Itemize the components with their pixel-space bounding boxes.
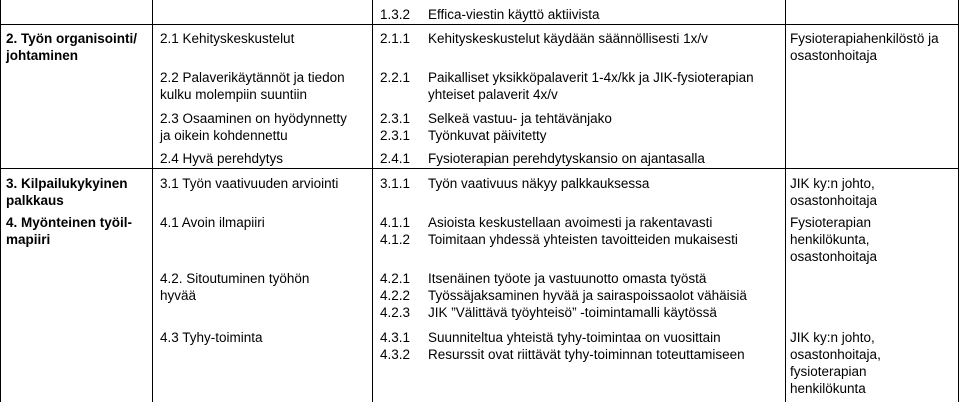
subtopic: hyvää [160,288,197,303]
item-text: Suunniteltua yhteistä tyhy-toimintaa on vuosittain [428,330,721,345]
grid-line [0,24,959,25]
responsible: Fysioterapian [790,215,872,230]
subtopic: ja oikein kohdennettu [160,128,288,143]
item-code: 2.4.1 [380,151,411,166]
item-text: Työssäjaksaminen hyvää ja sairaspoissaolot vähäisiä [428,288,747,303]
subtopic: 4.1 Avoin ilmapiiri [160,215,265,230]
subtopic: 2.2 Palaverikäytännöt ja tiedon [160,70,345,85]
grid-line [785,0,786,402]
grid-line [372,0,373,402]
item-text: Asioista keskustellaan avoimesti ja rakentavasti [428,215,713,230]
responsible: osastonhoitaja [790,48,878,63]
subtopic: 3.1 Työn vaativuuden arviointi [160,176,339,191]
item-text: Effica-viestin käyttö aktiivista [428,7,600,22]
item-code: 4.1.2 [380,232,411,247]
item-code: 4.2.3 [380,305,411,320]
item-text: yhteiset palaverit 4x/v [428,87,558,102]
responsible: osastonhoitaja, [790,347,881,362]
section-title: 2. Työn organisointi/ [6,31,138,46]
item-text: JIK ”Välittävä työyhteisö” -toimintamalli käytössä [428,305,717,320]
responsible: henkilökunta [790,381,866,396]
item-code: 3.1.1 [380,176,411,191]
subtopic: 4.3 Tyhy-toiminta [160,330,263,345]
item-text: Paikalliset yksikköpalaverit 1-4x/kk ja JIK-fysioterapian [428,70,754,85]
item-text: Resurssit ovat riittävät tyhy-toiminnan toteuttamiseen [428,347,745,362]
grid-line [152,0,153,402]
item-text: Kehityskeskustelut käydään säännöllisesti 1x/v [428,31,708,46]
item-text: Selkeä vastuu- ja tehtävänjako [428,111,612,126]
item-text: Itsenäinen työote ja vastuunotto omasta työstä [428,271,707,286]
grid-line [958,0,959,402]
grid-line [0,168,959,169]
responsible: fysioterapian [790,364,867,379]
item-text: Fysioterapian perehdytyskansio on ajantasalla [428,151,705,166]
item-text: Toimitaan yhdessä yhteisten tavoitteiden mukaisesti [428,232,738,247]
item-code: 4.3.1 [380,330,411,345]
subtopic: 2.4 Hyvä perehdytys [160,151,284,166]
item-code: 2.2.1 [380,70,411,85]
item-code: 4.3.2 [380,347,411,362]
subtopic: 4.2. Sitoutuminen työhön [160,271,310,286]
subtopic: 2.3 Osaaminen on hyödynnetty [160,111,347,126]
item-text: Työn vaativuus näkyy palkkauksessa [428,176,650,191]
responsible: Fysioterapiahenkilöstö ja [790,31,939,46]
section-title: johtaminen [6,48,79,63]
item-code: 2.1.1 [380,31,411,46]
responsible: osastonhoitaja [790,193,878,208]
grid-line [0,0,1,402]
item-code: 4.1.1 [380,215,411,230]
subtopic: 2.1 Kehityskeskustelut [160,31,295,46]
responsible: henkilökunta, [790,232,870,247]
subtopic: kulku molempiin suuntiin [160,87,308,102]
responsible: JIK ky:n johto, [790,176,875,191]
section-title: palkkaus [6,193,64,208]
responsible: osastonhoitaja [790,249,878,264]
section-title: 4. Myönteinen työil- [6,215,133,230]
item-code: 4.2.2 [380,288,411,303]
item-code: 4.2.1 [380,271,411,286]
section-title: mapiiri [6,232,51,247]
item-code: 2.3.1 [380,111,411,126]
item-code: 1.3.2 [380,7,411,22]
item-text: Työnkuvat päivitetty [428,128,547,143]
responsible: JIK ky:n johto, [790,330,875,345]
section-title: 3. Kilpailukykyinen [6,176,128,191]
item-code: 2.3.1 [380,128,411,143]
